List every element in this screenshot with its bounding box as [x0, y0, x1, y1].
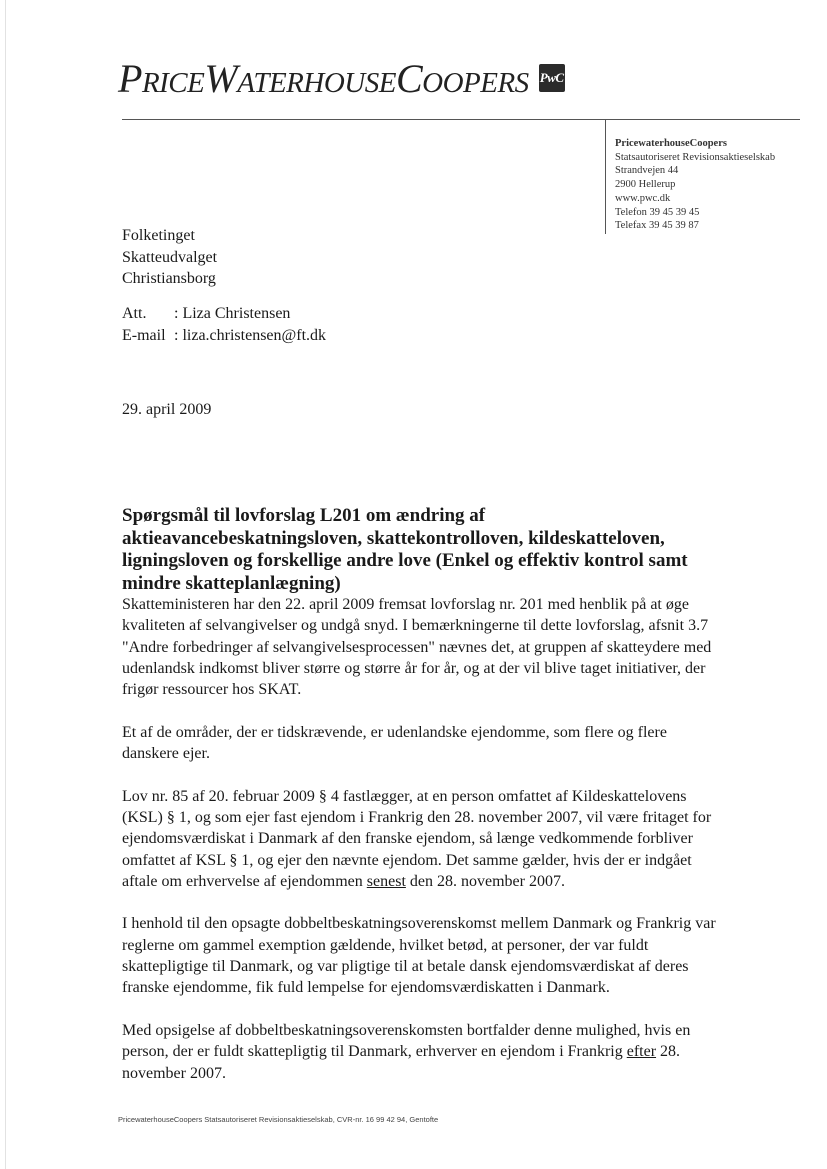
recipient-line: Skatteudvalget	[122, 248, 218, 266]
logo-part: RICE	[141, 66, 205, 99]
paragraph-text: den 28. november 2007.	[405, 872, 565, 890]
attention-row	[122, 303, 326, 325]
attention-value: : Liza Christensen	[174, 305, 291, 322]
body-paragraph	[122, 594, 717, 700]
sender-address-block	[615, 137, 775, 233]
body-paragraph	[122, 722, 717, 765]
paragraph-text: I henhold til den opsagte dobbeltbeskatningsoverenskomst mellem Danmark og Frankrig var reglerne om gammel exemption gældende, hvilket betød, at personer, der var fuldt skattepligtige til Danmark, og var pligtige til at betale dansk ejendomsværdiskat af deres franske ejendomme, fik fuld lempelse for ejendomsværdiskatten i Danmark.	[122, 915, 716, 997]
sender-line: 2900 Hellerup	[615, 179, 676, 191]
letter-body	[122, 594, 717, 1105]
page-footer: PricewaterhouseCoopers Statsautoriseret Revisionsaktieselskab, CVR-nr. 16 99 42 94, Gentofte	[118, 1115, 439, 1124]
attention-label: Att.	[122, 305, 147, 322]
paragraph-text: Et af de områder, der er tidskrævende, er udenlandske ejendomme, som flere og flere danskere ejer.	[122, 723, 667, 763]
paragraph-text: 28. november 2007.	[122, 1043, 681, 1082]
underlined-text: efter	[626, 1043, 657, 1061]
recipient-line: Folketinget	[122, 227, 195, 244]
sender-divider	[605, 119, 606, 234]
logo-part: ATERHOUSE	[237, 66, 396, 99]
email-value: : liza.christensen@ft.dk	[174, 326, 327, 344]
paragraph-text: Lov nr. 85 af 20. februar 2009 § 4 fastlægger, at en person omfattet af Kildeskattelovens (KSL) § 1, og som ejer fast ejendom i Frankrig den 28. november 2007, vil være fritaget for ejendomsværdiskat i Danmark af den franske ejendom, så længe vedkommende forbliver omfattet af KSL § 1, og ejer den nævnte ejendom. Det samme gælder, hvis der er indgået aftale om erhvervelse af ejendommen	[122, 787, 712, 890]
logo-wordmark	[118, 55, 529, 102]
paragraph-text: Med opsigelse af dobbeltbeskatningsoverenskomsten bortfalder denne mulighed, hvis en person, der er fuldt skattepligtig til Danmark, erhverver en ejendom i Frankrig	[122, 1021, 691, 1061]
body-paragraph	[122, 913, 717, 998]
email-row	[122, 325, 326, 347]
letter-date: 29. april 2009	[122, 401, 212, 418]
sender-line: Strandvejen 44	[615, 165, 679, 177]
logo-part: P	[118, 55, 142, 101]
sender-name: PricewaterhouseCoopers	[615, 138, 727, 149]
sender-line: Telefax 39 45 39 87	[615, 220, 699, 232]
recipient-line: Christiansborg	[122, 270, 216, 287]
recipient-address	[122, 225, 217, 290]
sender-line: Telefon 39 45 39 45	[615, 206, 700, 218]
underlined-text: senest	[366, 872, 406, 890]
logo-part: OOPERS	[422, 66, 529, 99]
paragraph-text: Skatteministeren har den 22. april 2009 fremsat lovforslag nr. 201 med henblik på at øge kvaliteten af selvangivelser og undgå snyd. I bemærkningerne til dette lovforslag, afsnit 3.7 "Andre forbedringer af selvangivelsesprocessen" nævnes det, at gruppen af skatteydere med udenlandsk indkomst bliver større og større år for år, og at der vil blive taget initiativer, der frigør ressourcer hos SKAT.	[122, 596, 712, 699]
letter-title: Spørgsmål til lovforslag L201 om ændring af aktieavancebeskatningsloven, skattekontrolloven, kildeskatteloven, ligningsloven og forskellige andre love (Enkel og effektiv kontrol samt mindre skatteplanlægning)	[122, 505, 688, 594]
page-edge-line	[5, 0, 6, 1169]
header-divider	[122, 119, 800, 120]
logo-part: C	[395, 55, 423, 101]
body-paragraph	[122, 1020, 717, 1084]
email-label: E-mail	[122, 326, 166, 344]
body-paragraph	[122, 786, 717, 892]
company-logo	[118, 56, 565, 100]
logo-part: W	[204, 55, 238, 101]
contact-block	[122, 303, 326, 346]
logo-seal-icon: PwC	[539, 64, 565, 92]
sender-line: www.pwc.dk	[615, 192, 671, 204]
sender-line: Statsautoriseret Revisionsaktieselskab	[615, 151, 776, 163]
